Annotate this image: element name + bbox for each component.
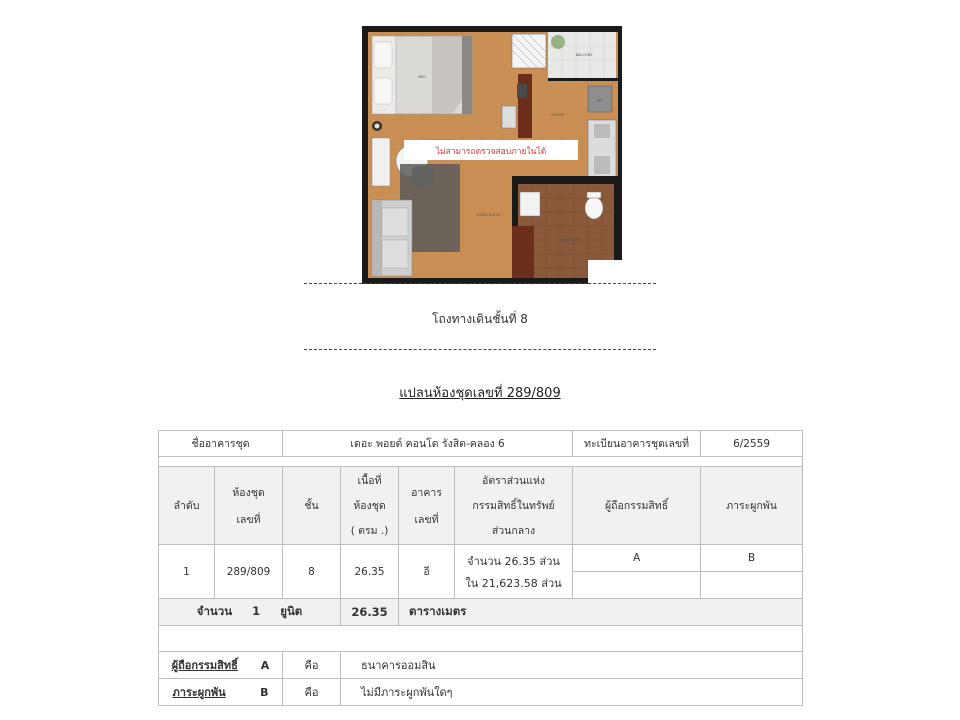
table-row xyxy=(159,545,803,572)
plant-icon xyxy=(551,35,565,49)
building-row xyxy=(159,431,803,457)
header-unit-no xyxy=(215,467,283,545)
cell-owner: A xyxy=(573,545,701,572)
cell-area: 26.35 xyxy=(341,545,399,599)
dashed-line-bottom xyxy=(304,349,656,350)
total-label: จำนวน xyxy=(196,604,233,618)
total-unit: ยูนิต xyxy=(280,604,303,618)
svg-text:BALCONY: BALCONY xyxy=(575,53,593,57)
toilet-icon xyxy=(585,197,603,219)
total-count: 1 xyxy=(252,604,261,618)
total-units xyxy=(159,599,341,626)
svg-text:BED: BED xyxy=(418,75,426,79)
header-ratio xyxy=(455,467,573,545)
header-building-line1: อาคาร xyxy=(411,486,442,499)
plan-cabinet xyxy=(518,74,532,138)
legend-owner-value: ธนาคารออมสิน xyxy=(341,652,803,679)
cell-encumbrance: B xyxy=(701,545,803,572)
legend-enc-value: ไม่มีภาระผูกพันใดๆ xyxy=(341,679,803,706)
legend-owner-row xyxy=(159,652,803,679)
svg-text:LIVING ROOM: LIVING ROOM xyxy=(476,213,500,217)
cell-encumbrance-empty xyxy=(701,572,803,599)
svg-text:PANTRY: PANTRY xyxy=(551,113,565,117)
cell-seq: 1 xyxy=(159,545,215,599)
total-area-unit: ตารางเมตร xyxy=(399,599,803,626)
cell-ratio-line2: ใน 21,623.58 ส่วน xyxy=(465,576,562,590)
registration-value: 6/2559 xyxy=(701,431,803,457)
header-unit-no-line1: ห้องชุด xyxy=(232,486,265,499)
registration-label: ทะเบียนอาคารชุดเลขที่ xyxy=(573,431,701,457)
svg-text:REF: REF xyxy=(596,99,604,103)
legend-enc-is: คือ xyxy=(283,679,341,706)
building-name-label: ชื่ออาคารชุด xyxy=(159,431,283,457)
corridor-caption: โถงทางเดินชั้นที่ 8 xyxy=(432,312,528,326)
legend-enc-label: ภาระผูกพัน xyxy=(172,686,226,699)
unit-deed-table xyxy=(158,430,803,706)
header-seq: ลำดับ xyxy=(159,467,215,545)
header-area-line1: เนื้อที่ xyxy=(357,475,382,487)
header-area-line2: ห้องชุด xyxy=(353,500,386,512)
header-ratio-line2: กรรมสิทธิ์ในทรัพย์ xyxy=(472,500,555,512)
header-area-line3: ( ตรม .) xyxy=(350,525,389,537)
page-title: แปลนห้องชุดเลขที่ 289/809 xyxy=(399,386,561,401)
header-building-line2: เลขที่ xyxy=(414,513,439,526)
plan-note-text: ไม่สามารถตรวจสอบภายในได้ xyxy=(435,147,547,157)
legend-owner-is: คือ xyxy=(283,652,341,679)
cell-ratio-line1: จำนวน 26.35 ส่วน xyxy=(467,554,560,568)
dashed-line-top xyxy=(304,283,656,284)
floor-plan xyxy=(362,26,622,284)
total-area: 26.35 xyxy=(341,599,399,626)
header-ratio-line1: อัตราส่วนแห่ง xyxy=(482,475,546,487)
cell-floor: 8 xyxy=(283,545,341,599)
legend-encumbrance-row xyxy=(159,679,803,706)
cell-owner-empty xyxy=(573,572,701,599)
header-unit-no-line2: เลขที่ xyxy=(236,513,261,526)
header-building xyxy=(399,467,455,545)
header-area xyxy=(341,467,399,545)
legend-owner-label: ผู้ถือกรรมสิทธิ์ xyxy=(171,659,238,672)
cell-building: อี xyxy=(399,545,455,599)
header-ratio-line3: ส่วนกลาง xyxy=(491,525,536,537)
header-floor: ชั้น xyxy=(283,467,341,545)
sink-icon xyxy=(520,192,540,216)
total-row xyxy=(159,599,803,626)
header-owner: ผู้ถือกรรมสิทธิ์ xyxy=(573,467,701,545)
building-name-value: เดอะ พอยต์ คอนโด รังสิต-คลอง 6 xyxy=(283,431,573,457)
header-encumbrance: ภาระผูกพัน xyxy=(701,467,803,545)
header-row xyxy=(159,467,803,545)
cell-ratio xyxy=(455,545,573,599)
legend-enc-key: B xyxy=(260,686,269,699)
plan-desk xyxy=(372,138,390,186)
svg-text:BATHROOM: BATHROOM xyxy=(559,238,581,242)
legend-owner-key: A xyxy=(260,659,270,672)
cell-unit-no: 289/809 xyxy=(215,545,283,599)
